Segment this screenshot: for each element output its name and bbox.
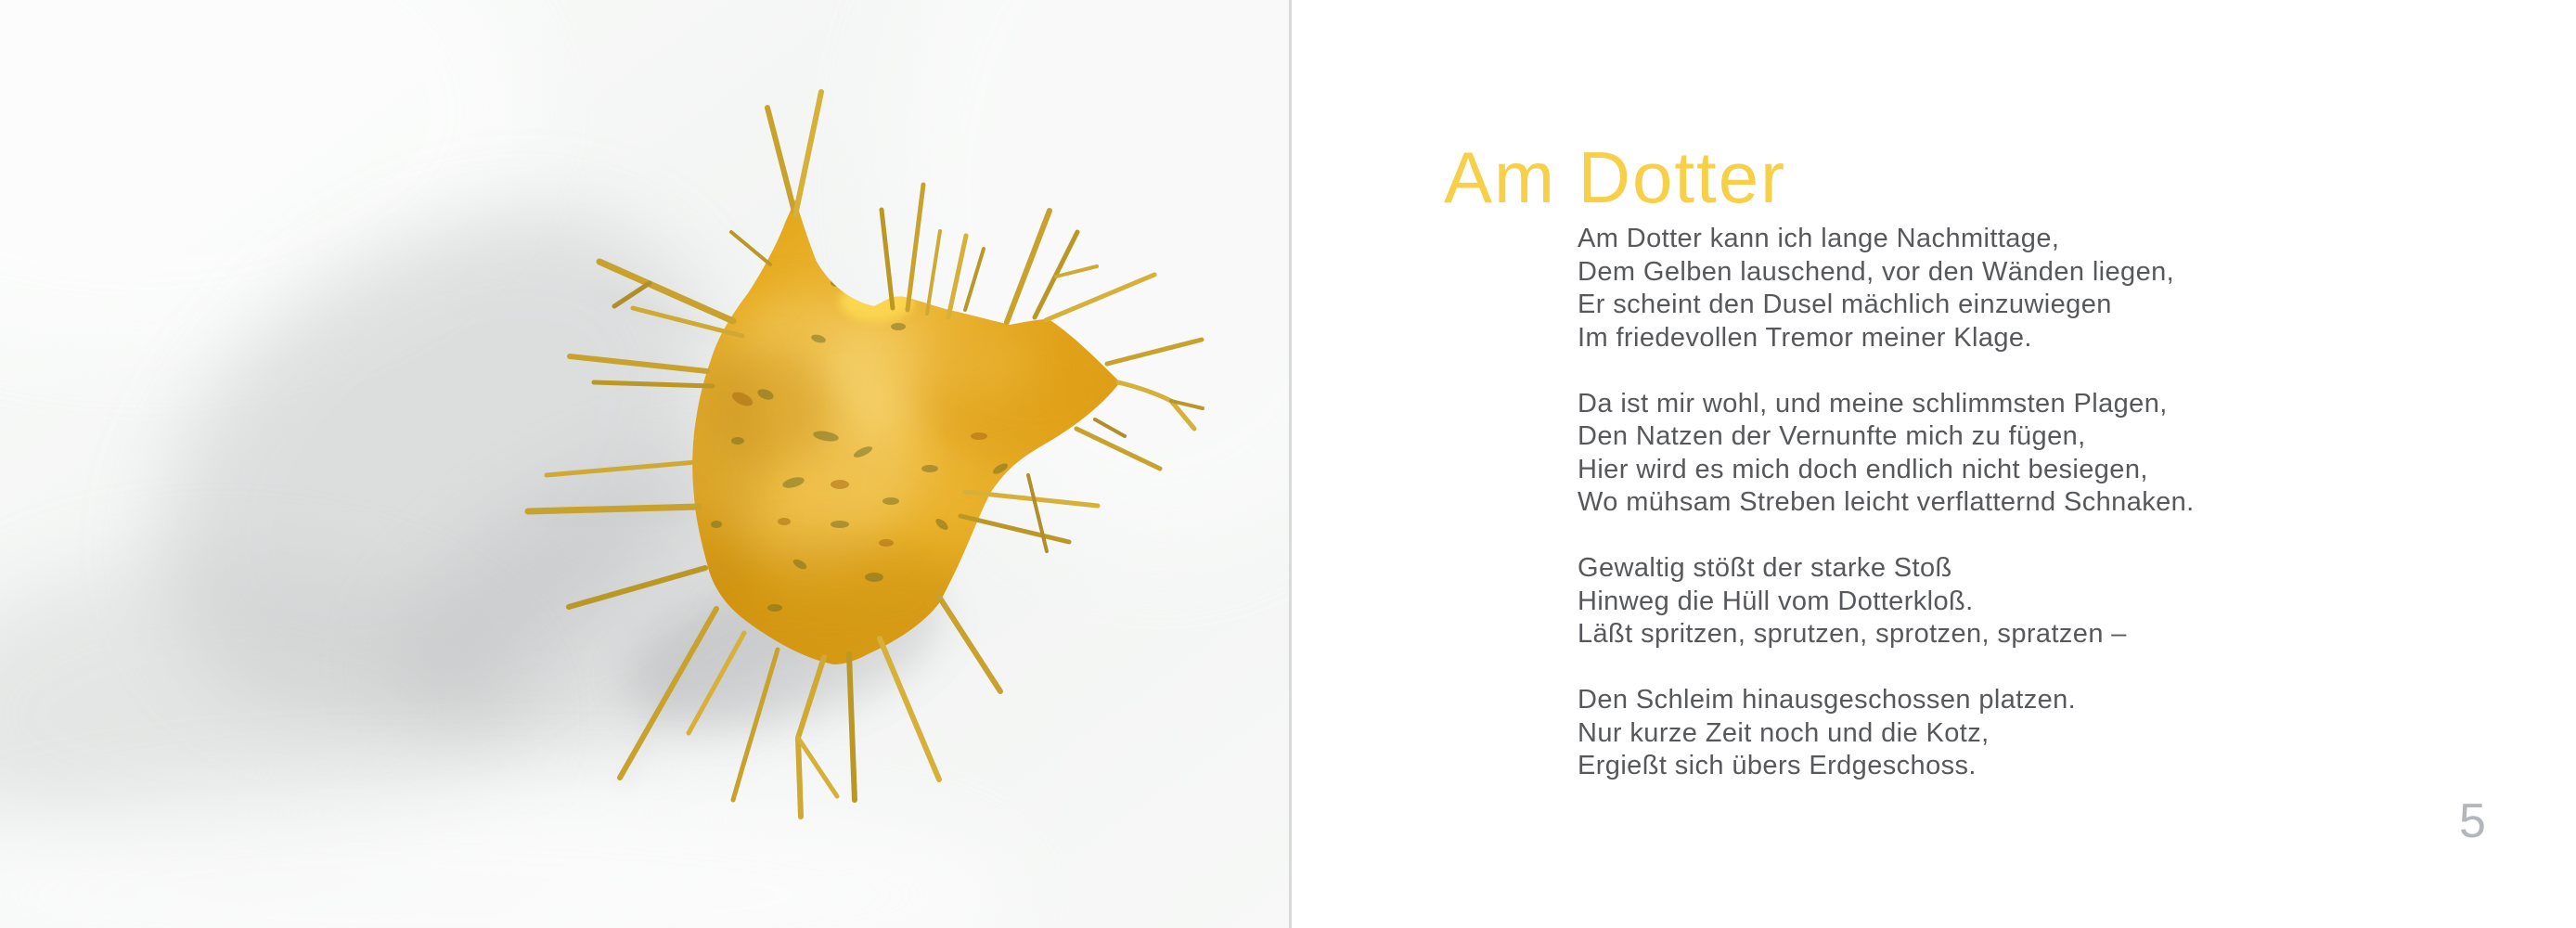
poem-text <box>1578 223 2195 816</box>
poem-line: Ergießt sich übers Erdgeschoss. <box>1578 751 1977 780</box>
poem-line: Er scheint den Dusel mächlich einzuwiegen <box>1578 290 2112 319</box>
poem-stanza <box>1578 388 2195 520</box>
poem-line: Hinweg die Hüll vom Dotterkloß. <box>1578 586 1974 616</box>
poem-line: Läßt spritzen, sprutzen, sprotzen, spratzen – <box>1578 619 2127 649</box>
poem-line: Am Dotter kann ich lange Nachmittage, <box>1578 224 2060 253</box>
poem-line: Nur kurze Zeit noch und die Kotz, <box>1578 717 1990 748</box>
poem-line: Gewaltig stößt der starke Stoß <box>1578 553 1952 583</box>
poem-line: Den Natzen der Vernunfte mich zu fügen, <box>1578 421 2086 451</box>
poem-stanza <box>1578 223 2195 354</box>
poem-line: Im friedevollen Tremor meiner Klage. <box>1578 322 2032 353</box>
poem-line: Da ist mir wohl, und meine schlimmsten Plagen, <box>1578 388 2168 419</box>
poem-line: Wo mühsam Streben leicht verflatternd Schnaken. <box>1578 487 2195 517</box>
poem-title: Am Dotter <box>1444 136 1787 219</box>
page-number: 5 <box>2459 794 2486 848</box>
poem-line: Dem Gelben lauschend, vor den Wänden liegen, <box>1578 256 2175 287</box>
poem-stanza <box>1578 552 2195 651</box>
poem-line: Den Schleim hinausgeschossen platzen. <box>1578 685 2077 715</box>
poem-stanza <box>1578 684 2195 783</box>
poem-line: Hier wird es mich doch endlich nicht besiegen, <box>1578 454 2148 484</box>
